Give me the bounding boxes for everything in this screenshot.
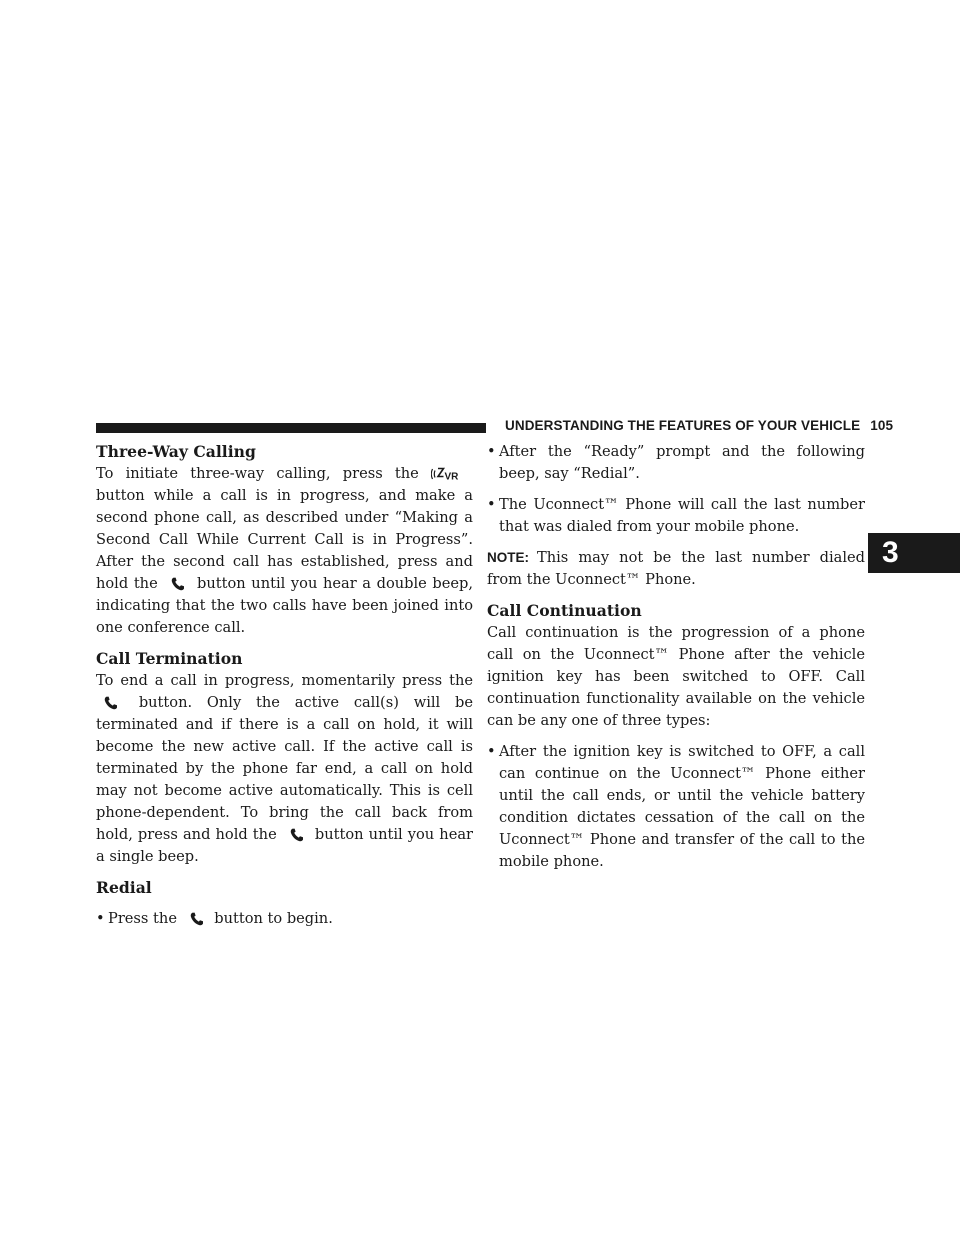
svg-text:VR: VR	[444, 471, 459, 481]
note-label: NOTE:	[487, 550, 529, 565]
list-item	[487, 494, 865, 538]
three-way-text-c: button until you hear a double beep, indicating that the two calls have been joined into one conference call.	[96, 575, 474, 636]
heading-redial: Redial	[96, 878, 152, 897]
page-number: 105	[870, 418, 894, 433]
phone-icon	[104, 696, 118, 710]
list-item	[96, 908, 473, 930]
termination-paragraph	[96, 670, 473, 868]
bullet: •	[487, 743, 496, 760]
termination-text-b: button. Only the active call(s) will be terminated and if there is a call on hold, it will become the new active call. If the active call is terminated by the phone far end, a call on hold may not become active automatically. This is cell phone-dependent. To bring the call back from hold, press and hold the	[96, 694, 473, 843]
header-rule	[96, 423, 486, 433]
three-way-text-a: To initiate three-way calling, press the	[96, 465, 419, 482]
bullet: •	[487, 496, 496, 513]
list-item	[487, 741, 865, 873]
three-way-paragraph	[96, 463, 473, 639]
redial-bullet-1-text-a: Press the	[108, 910, 177, 927]
termination-text-c: button until you hear a single beep.	[96, 826, 474, 865]
running-header	[505, 418, 893, 433]
heading-three-way-calling: Three-Way Calling	[96, 442, 256, 461]
redial-bullet-1-text-b: button to begin.	[214, 910, 333, 927]
redial-bullet-1	[108, 908, 473, 930]
chapter-tab: 3	[868, 533, 960, 573]
note-text: This may not be the last number dialed from the Uconnect™ Phone.	[487, 549, 865, 588]
phone-icon	[290, 828, 304, 842]
bullet: •	[96, 910, 105, 927]
phone-icon	[190, 912, 204, 926]
list-item	[487, 441, 865, 485]
heading-call-termination: Call Termination	[96, 649, 243, 668]
three-way-text-b: button while a call is in progress, and make a second phone call, as described under “Making a Second Call While Current Call is in Progress”. After the second call has established, press and hold the	[96, 487, 473, 592]
termination-text-a: To end a call in progress, momentarily press the	[96, 672, 473, 689]
redial-bullet-2: After the “Ready” prompt and the following beep, say “Redial”.	[499, 443, 865, 482]
note-paragraph	[487, 547, 865, 591]
continuation-bullet-1: After the ignition key is switched to OFF, a call can continue on the Uconnect™ Phone either until the call ends, or until the vehicle battery condition dictates cessation of the call on the Uconnect™ Phone and transfer of the call to the mobile phone.	[499, 743, 865, 870]
heading-call-continuation: Call Continuation	[487, 601, 642, 620]
header-title: UNDERSTANDING THE FEATURES OF YOUR VEHICLE	[505, 418, 861, 433]
continuation-paragraph: Call continuation is the progression of a phone call on the Uconnect™ Phone after the vehicle ignition key has been switched to OFF. Call continuation functionality available on the vehicle can be any one of three types:	[487, 624, 865, 729]
voice-recognition-icon	[431, 467, 469, 481]
redial-bullet-3: The Uconnect™ Phone will call the last number that was dialed from your mobile phone.	[499, 496, 865, 535]
bullet: •	[487, 443, 496, 460]
left-column	[96, 441, 473, 930]
phone-icon	[171, 577, 185, 591]
right-column	[487, 441, 865, 873]
